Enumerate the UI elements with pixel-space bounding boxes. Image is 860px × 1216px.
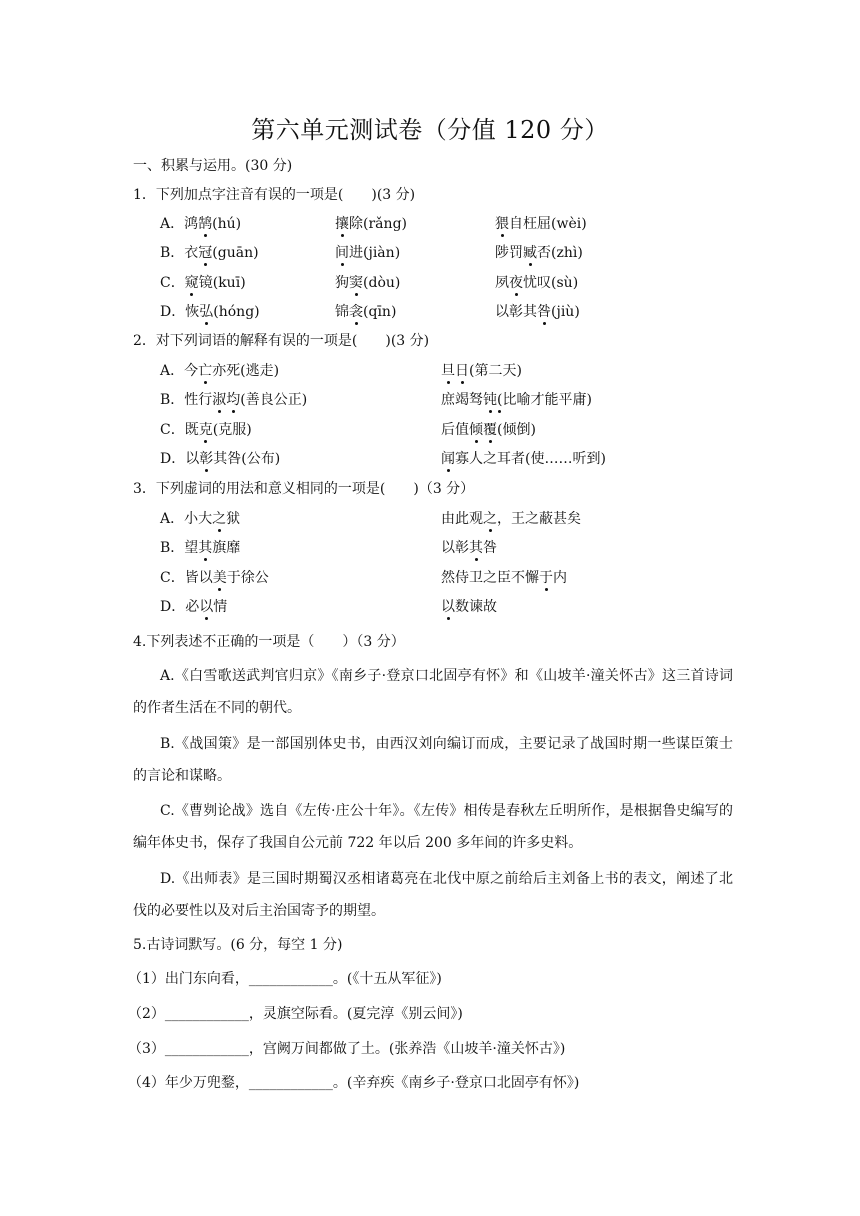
fill-blank-item: （1）出门东向看，____________。(《十五从军征》) — [128, 971, 442, 987]
option: C．窥镜(kuī) — [160, 275, 246, 291]
question-1-stem: 1．下列加点字注音有误的一项是( )(3 分) — [133, 187, 416, 203]
question-4-option-b: B.《战国策》是一部国别体史书，由西汉刘向编订而成，主要记录了战国时期一些谋臣策士的言论和谋略。 — [133, 736, 733, 784]
option: B．性行淑均(善良公正) — [160, 392, 308, 408]
option: C．既克(克服) — [160, 422, 252, 438]
option: C．皆以美于徐公 — [160, 570, 269, 586]
page-title: 第六单元测试卷（分值 120 分） — [251, 116, 609, 144]
fill-blank-item: （3）____________，宫阙万间都做了土。(张养浩《山坡羊·潼关怀古》) — [128, 1041, 566, 1057]
question-3-stem: 3．下列虚词的用法和意义相同的一项是( )（3 分） — [133, 481, 475, 497]
option: 由此观之，王之蔽甚矣 — [441, 511, 581, 527]
option: 以彰其咎 — [441, 540, 497, 556]
option: 以彰其咎(jiù) — [495, 304, 580, 320]
option: D．必以情 — [160, 599, 228, 615]
option: D．以彰其咎(公布) — [160, 451, 281, 467]
question-4-option-a: A.《白雪歌送武判官归京》《南乡子·登京口北固亭有怀》和《山坡羊·潼关怀古》这三首诗词的作者生活在不同的朝代。 — [133, 668, 733, 716]
option: 猥自枉屈(wèi) — [495, 216, 587, 232]
option: 间进(jiàn) — [335, 245, 401, 261]
question-4-option-c: C.《曹刿论战》选自《左传·庄公十年》。《左传》相传是春秋左丘明所作，是根据鲁史编写的编年体史书，保存了我国自公元前 722 年以后 200 多年间的许多史料。 — [133, 803, 733, 851]
option: 后值倾覆(倾倒) — [441, 422, 536, 438]
option: 然侍卫之臣不懈于内 — [441, 570, 567, 586]
fill-blank-item: （4）年少万兜鍪，____________。(辛弃疾《南乡子·登京口北固亭有怀》) — [128, 1075, 580, 1091]
option: B．望其旗靡 — [160, 540, 241, 556]
option: 攘除(rǎng) — [335, 216, 407, 232]
option: 狗窦(dòu) — [335, 275, 401, 291]
option: D．恢弘(hóng) — [160, 304, 260, 320]
option: 夙夜忧叹(sù) — [495, 275, 579, 291]
option: B．衣冠(guān) — [160, 245, 259, 261]
fill-blank-item: （2）____________，灵旗空际看。(夏完淳《别云间》) — [128, 1006, 463, 1022]
option: A．鸿鹄(hú) — [160, 216, 242, 232]
option: 闻寡人之耳者(使……听到) — [441, 451, 606, 467]
question-4-option-d: D.《出师表》是三国时期蜀汉丞相诸葛亮在北伐中原之前给后主刘备上书的表文，阐述了北伐的必要性以及对后主治国寄予的期望。 — [133, 871, 733, 919]
option: 锦衾(qīn) — [335, 304, 397, 320]
section-heading: 一、积累与运用。(30 分) — [133, 158, 293, 174]
option: 陟罚臧否(zhì) — [495, 245, 583, 261]
option: A．今亡亦死(逃走) — [160, 363, 280, 379]
option: 以数谏故 — [441, 599, 497, 615]
question-4-stem: 4.下列表述不正确的一项是（ ）（3 分） — [133, 634, 405, 650]
option: A．小大之狱 — [160, 511, 241, 527]
question-2-stem: 2．对下列词语的解释有误的一项是( )(3 分) — [133, 333, 430, 349]
question-5-stem: 5.古诗词默写。(6 分，每空 1 分) — [133, 937, 343, 953]
option: 庶竭驽钝(比喻才能平庸) — [441, 392, 592, 408]
option: 旦日(第二天) — [441, 363, 522, 379]
